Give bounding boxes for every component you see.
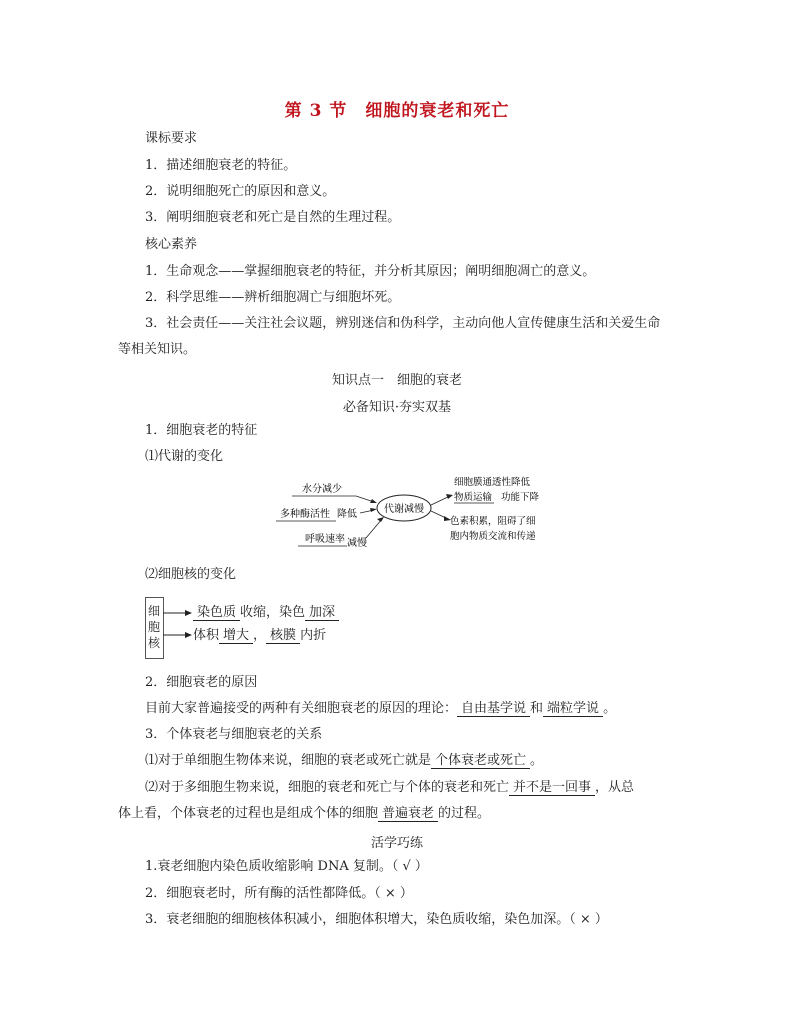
nucleus-row-1-text: 收缩，染色: [240, 605, 306, 620]
nucleus-row-2-text: 体积: [193, 628, 220, 643]
left-item-respiration-tail: 减慢: [347, 538, 367, 549]
right-item-function: 功能下降: [501, 492, 540, 503]
section3-p3: [118, 805, 490, 822]
left-item-enzyme-tail: 降低: [337, 509, 357, 520]
nucleus-row-2-end: 内折: [300, 628, 327, 643]
section2-text-before: 目前大家普遍接受的两种有关细胞衰老的原因的理论：: [145, 701, 458, 716]
practice-heading: 活学巧练: [370, 836, 423, 851]
standards-heading: 课标要求: [145, 131, 198, 146]
section3-p2-before: ⑵对于多细胞生物来说，细胞的衰老和死亡与个体的衰老和死亡: [145, 780, 510, 795]
section2-end: 。: [603, 701, 617, 716]
blank-chromatin: 染色质: [193, 605, 240, 621]
section1-sub1: ⑴代谢的变化: [145, 449, 224, 464]
blank-enlarge: 增大: [219, 628, 253, 644]
left-item-enzyme: 多种酶活性: [280, 509, 330, 520]
blank-nuclear-membrane: 核膜: [266, 628, 300, 644]
literacy-item-1: 1．生命观念——掌握细胞衰老的特征，并分析其原因；阐明细胞凋亡的意义。: [145, 264, 596, 279]
section3-p3-end: 的过程。: [438, 806, 491, 821]
literacy-item-3-cont: 等相关知识。: [118, 342, 197, 357]
blank-free-radical: 自由基学说: [457, 701, 530, 717]
metabolism-center-label: 代谢减慢: [384, 504, 424, 515]
metabolism-diagram: [270, 472, 560, 552]
nucleus-label-box: [145, 597, 164, 659]
page-title: 第 3 节 细胞的衰老和死亡: [284, 101, 510, 121]
nucleus-row-2: [193, 627, 326, 644]
nucleus-label-char-3: 核: [148, 636, 161, 650]
nucleus-label-char-2: 胞: [148, 620, 161, 634]
standards-item-2: 2．说明细胞死亡的原因和意义。: [145, 184, 336, 199]
literacy-item-2: 2．科学思维——辨析细胞凋亡与细胞坏死。: [145, 290, 401, 305]
nucleus-arrows: [163, 605, 193, 645]
blank-telomere: 端粒学说: [543, 701, 603, 717]
right-item-pigment-1: 色素积累，阻碍了细: [450, 516, 536, 527]
section3-p2: [145, 779, 634, 796]
right-item-transport: 物质运输: [454, 492, 493, 503]
basic-knowledge-heading: 必备知识·夯实双基: [342, 400, 452, 415]
right-item-pigment-2: 胞内物质交流和传递: [450, 531, 536, 542]
blank-not-same: 并不是一回事: [509, 780, 595, 796]
section3-heading: 3．个体衰老与细胞衰老的关系: [145, 727, 323, 742]
section3-p1: [145, 752, 543, 769]
standards-item-1: 1．描述细胞衰老的特征。: [145, 158, 297, 173]
literacy-item-3: 3．社会责任——关注社会议题，辨别迷信和伪科学，主动向他人宣传健康生活和关爱生命: [145, 316, 661, 331]
section2-text: [145, 700, 616, 717]
practice-item-3: 3．衰老细胞的细胞核体积减小，细胞体积增大，染色质收缩，染色加深。（ × ）: [145, 912, 608, 927]
blank-deepen: 加深: [305, 605, 339, 621]
section3-p1-end: 。: [530, 753, 544, 768]
blank-universal-aging: 普遍衰老: [378, 806, 438, 822]
standards-item-3: 3．阐明细胞衰老和死亡是自然的生理过程。: [145, 210, 401, 225]
practice-item-1: 1.衰老细胞内染色质收缩影响 DNA 复制。（ √ ）: [145, 859, 428, 874]
section3-p1-before: ⑴对于单细胞生物体来说，细胞的衰老或死亡就是: [145, 753, 432, 768]
section1-heading: 1．细胞衰老的特征: [145, 423, 258, 438]
section3-p2-end: ，从总: [595, 780, 635, 795]
left-item-water: 水分减少: [302, 484, 342, 495]
blank-individual-aging: 个体衰老或死亡: [431, 753, 530, 769]
nucleus-label-char-1: 细: [148, 604, 161, 618]
section3-p3-before: 体上看，个体衰老的过程也是组成个体的细胞: [118, 806, 379, 821]
literacy-heading: 核心素养: [145, 237, 198, 252]
knowledge-point-heading: 知识点一 细胞的衰老: [331, 373, 462, 388]
practice-item-2: 2．细胞衰老时，所有酶的活性都降低。（ × ）: [145, 886, 413, 901]
nucleus-row-2-comma: ，: [253, 628, 267, 643]
right-item-membrane: 细胞膜通透性降低: [454, 477, 531, 488]
left-item-respiration: 呼吸速率: [305, 534, 345, 545]
section1-sub2: ⑵细胞核的变化: [145, 567, 237, 582]
section2-heading: 2．细胞衰老的原因: [145, 675, 258, 690]
section2-and: 和: [530, 701, 544, 716]
nucleus-row-1: [193, 604, 339, 621]
